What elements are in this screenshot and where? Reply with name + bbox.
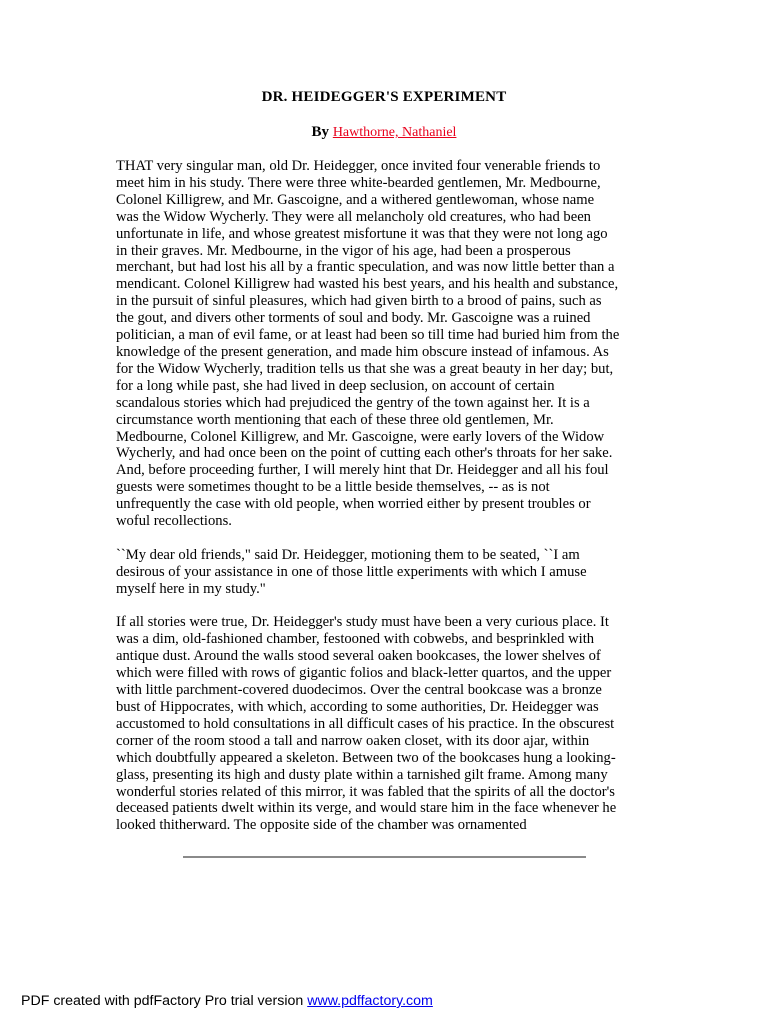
paragraph: If all stories were true, Dr. Heidegger's study must have been a very curious place. It was a dim, old-fashioned chamber, festooned with cobwebs, and besprinkled with antique dust. Around the walls stood several oaken bookcases, the lower shelves of which were filled with rows of gigantic folios and black-letter quartos, and the upper with little parchment-covered duodecimos. Over the central bookcase was a bronze bust of Hippocrates, with which, according to some authorities, Dr. Heidegger was accustomed to hold consultations in all difficult cases of his practice. In the obscurest corner of the room stood a tall and narrow oaken closet, with its door ajar, within which doubtfully appeared a skeleton. Between two of the bookcases hung a looking- glass, presenting its high and dusty plate within a tarnished gilt frame. Among many wonderful stories related of this mirror, it was fabled that the spirits of all the doctor's deceased patients dwelt within its verge, and would stare him in the face whenever he looked thitherward. The opposite side of the chamber was ornamented: [116, 614, 617, 834]
pdf-footer: [21, 993, 433, 1009]
footer-link[interactable]: www.pdffactory.com: [307, 993, 433, 1009]
footer-text: PDF created with pdfFactory Pro trial version: [21, 993, 308, 1009]
horizontal-divider: [183, 856, 586, 858]
paragraph: ``My dear old friends," said Dr. Heidegger, motioning them to be seated, ``I am desirous of your assistance in one of those little experiments with which I amuse myself here in my study.": [116, 546, 587, 597]
document-title: DR. HEIDEGGER'S EXPERIMENT: [261, 89, 507, 105]
body-text: [116, 158, 656, 851]
byline-prefix: By: [311, 124, 330, 140]
byline: [0, 124, 768, 141]
paragraph: THAT very singular man, old Dr. Heidegger, once invited four venerable friends to meet him in his study. There were three white-bearded gentlemen, Mr. Medbourne, Colonel Killigrew, and Mr. Gascoigne, and a withered gentlewoman, whose name was the Widow Wycherly. They were all melancholy old creatures, who had been unfortunate in life, and whose greatest misfortune it was that they were not long ago in their graves. Mr. Medbourne, in the vigor of his age, had been a prosperous merchant, but had lost his all by a frantic speculation, and was now little better than a mendicant. Colonel Killigrew had wasted his best years, and his health and substance, in the pursuit of sinful pleasures, which had given birth to a brood of pains, such as the gout, and divers other torments of soul and body. Mr. Gascoigne was a ruined politician, a man of evil fame, or at least had been so till time had buried him from the knowledge of the present generation, and made him obscure instead of infamous. As for the Widow Wycherly, tradition tells us that she was a great beauty in her day; but, for a long while past, she had lived in deep seclusion, on account of certain scandalous stories which had prejudiced the gentry of the town against her. It is a circumstance worth mentioning that each of these three old gentlemen, Mr. Medbourne, Colonel Killigrew, and Mr. Gascoigne, were early lovers of the Widow Wycherly, and had once been on the point of cutting each other's throats for her sake. And, before proceeding further, I will merely hint that Dr. Heidegger and all his foul guests were sometimes thought to be a little beside themselves, -- as is not unfrequently the case with old people, when worried either by present troubles or woful recollections.: [116, 158, 620, 530]
author-link[interactable]: Hawthorne, Nathaniel: [332, 125, 457, 140]
